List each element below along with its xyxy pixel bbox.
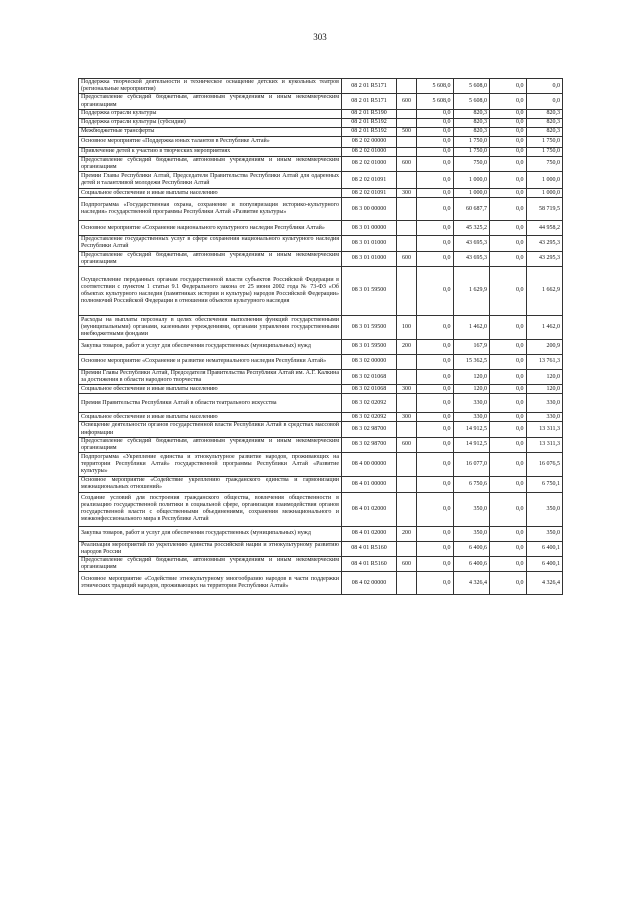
- table-row: [79, 477, 563, 492]
- row-amount-4: 820,3: [526, 109, 563, 118]
- row-amount-2: 120,0: [453, 385, 490, 394]
- table-row: [79, 127, 563, 136]
- row-amount-2: 820,3: [453, 109, 490, 118]
- row-amount-3: 0,0: [490, 492, 527, 526]
- row-expense-type: [397, 453, 417, 477]
- row-code: 08 2 02 00000: [342, 136, 397, 147]
- row-expense-type: [397, 236, 417, 251]
- table-row: [79, 316, 563, 340]
- row-expense-type: [397, 118, 417, 127]
- row-expense-type: 600: [397, 156, 417, 171]
- row-code: 08 3 01 01000: [342, 251, 397, 266]
- row-code: 08 4 01 R5160: [342, 557, 397, 572]
- row-expense-type: [397, 492, 417, 526]
- row-amount-3: 0,0: [490, 557, 527, 572]
- table-row: [79, 355, 563, 370]
- row-amount-4: 1 000,0: [526, 189, 563, 198]
- row-amount-2: 45 325,2: [453, 221, 490, 236]
- row-amount-4: 13 311,3: [526, 437, 563, 452]
- row-name: Предоставление субсидий бюджетным, автономным учреждениям и иным некоммерческим организациям: [79, 437, 342, 452]
- row-amount-3: 0,0: [490, 453, 527, 477]
- row-amount-2: 14 912,5: [453, 437, 490, 452]
- row-amount-2: 43 695,3: [453, 251, 490, 266]
- row-name: Основное мероприятие «Поддержка юных талантов в Республике Алтай»: [79, 136, 342, 147]
- row-amount-4: 6 400,1: [526, 541, 563, 556]
- row-code: 08 2 01 R5171: [342, 94, 397, 109]
- table-row: [79, 557, 563, 572]
- row-amount-1: 0,0: [417, 236, 454, 251]
- row-amount-2: 167,9: [453, 340, 490, 355]
- row-amount-3: 0,0: [490, 437, 527, 452]
- row-amount-1: 0,0: [417, 109, 454, 118]
- row-name: Подпрограмма «Государственная охрана, сохранение и популяризация историко-культурного наследия» государственной программы Республики Алтай «Развитие культуры»: [79, 198, 342, 221]
- row-code: 08 3 02 02092: [342, 394, 397, 413]
- row-code: 08 3 01 59500: [342, 340, 397, 355]
- table-row: [79, 492, 563, 526]
- row-amount-4: 6 750,1: [526, 477, 563, 492]
- row-amount-3: 0,0: [490, 422, 527, 437]
- row-amount-1: 0,0: [417, 572, 454, 595]
- row-amount-4: 200,9: [526, 340, 563, 355]
- row-code: 08 3 02 02092: [342, 413, 397, 422]
- row-amount-1: 0,0: [417, 422, 454, 437]
- table-row: [79, 267, 563, 316]
- row-amount-1: 5 608,0: [417, 94, 454, 109]
- row-code: 08 3 02 98700: [342, 422, 397, 437]
- row-amount-2: 1 000,0: [453, 189, 490, 198]
- row-amount-3: 0,0: [490, 477, 527, 492]
- row-name: Осуществление переданных органам государственной власти субъектов Российской Федерации в соответствии с пунктом 1 статьи 9.1 Федерального закона от 25 июня 2002 года № 73-ФЗ «Об объектах культурного наследия (памятниках истории и культуры) народов Российской Федерации» полномочий Российской Федерации в отношении объектов культурного наследия: [79, 267, 342, 316]
- row-amount-1: 0,0: [417, 413, 454, 422]
- row-expense-type: 500: [397, 127, 417, 136]
- row-code: 08 3 01 01000: [342, 236, 397, 251]
- row-amount-4: 120,0: [526, 370, 563, 385]
- row-amount-2: 5 608,0: [453, 79, 490, 94]
- row-name: Социальное обеспечение и иные выплаты населению: [79, 413, 342, 422]
- row-code: 08 3 02 01068: [342, 370, 397, 385]
- row-expense-type: 600: [397, 251, 417, 266]
- table-row: [79, 251, 563, 266]
- row-name: Поддержка отрасли культуры: [79, 109, 342, 118]
- row-amount-1: 0,0: [417, 156, 454, 171]
- row-amount-1: 0,0: [417, 316, 454, 340]
- row-code: 08 4 01 R5160: [342, 541, 397, 556]
- row-amount-4: 1 750,0: [526, 136, 563, 147]
- row-amount-2: 1 629,9: [453, 267, 490, 316]
- row-expense-type: [397, 541, 417, 556]
- row-amount-2: 16 077,0: [453, 453, 490, 477]
- row-amount-4: 1 462,0: [526, 316, 563, 340]
- row-amount-3: 0,0: [490, 127, 527, 136]
- row-expense-type: [397, 221, 417, 236]
- row-amount-2: 820,3: [453, 127, 490, 136]
- row-amount-4: 350,0: [526, 492, 563, 526]
- row-amount-3: 0,0: [490, 221, 527, 236]
- row-amount-4: 330,0: [526, 394, 563, 413]
- row-name: Реализация мероприятий по укреплению единства российской нации и этнокультурному развитию народов России: [79, 541, 342, 556]
- row-code: 08 3 02 00000: [342, 355, 397, 370]
- row-expense-type: [397, 198, 417, 221]
- row-amount-4: 13 311,3: [526, 422, 563, 437]
- row-amount-2: 120,0: [453, 370, 490, 385]
- table-row: [79, 198, 563, 221]
- page-number: 303: [313, 32, 327, 42]
- row-amount-1: 0,0: [417, 541, 454, 556]
- row-amount-2: 6 750,6: [453, 477, 490, 492]
- row-amount-3: 0,0: [490, 118, 527, 127]
- table-row: [79, 189, 563, 198]
- row-expense-type: 600: [397, 557, 417, 572]
- row-amount-3: 0,0: [490, 94, 527, 109]
- row-amount-2: 14 912,5: [453, 422, 490, 437]
- row-name: Предоставление субсидий бюджетным, автономным учреждениям и иным некоммерческим организациям: [79, 251, 342, 266]
- row-expense-type: 600: [397, 94, 417, 109]
- row-expense-type: [397, 572, 417, 595]
- row-amount-1: 0,0: [417, 394, 454, 413]
- row-code: 08 2 02 01000: [342, 156, 397, 171]
- row-name: Межбюджетные трансферты: [79, 127, 342, 136]
- row-name: Основное мероприятие «Сохранение национального культурного наследия Республики Алтай»: [79, 221, 342, 236]
- row-amount-2: 350,0: [453, 526, 490, 541]
- row-name: Предоставление субсидий бюджетным, автономным учреждениям и иным некоммерческим организациям: [79, 156, 342, 171]
- row-amount-1: 0,0: [417, 127, 454, 136]
- row-expense-type: [397, 422, 417, 437]
- row-expense-type: 200: [397, 526, 417, 541]
- row-amount-2: 60 687,7: [453, 198, 490, 221]
- row-amount-1: 0,0: [417, 198, 454, 221]
- budget-table-body: [79, 79, 563, 595]
- row-amount-3: 0,0: [490, 189, 527, 198]
- row-expense-type: 100: [397, 316, 417, 340]
- row-amount-3: 0,0: [490, 316, 527, 340]
- row-amount-3: 0,0: [490, 251, 527, 266]
- row-name: Закупка товаров, работ и услуг для обеспечения государственных (муниципальных) нужд: [79, 526, 342, 541]
- table-row: [79, 394, 563, 413]
- row-amount-3: 0,0: [490, 385, 527, 394]
- table-row: [79, 422, 563, 437]
- row-code: 08 3 01 59500: [342, 267, 397, 316]
- row-amount-3: 0,0: [490, 267, 527, 316]
- row-amount-2: 1 462,0: [453, 316, 490, 340]
- row-amount-3: 0,0: [490, 79, 527, 94]
- row-amount-4: 13 761,3: [526, 355, 563, 370]
- row-amount-3: 0,0: [490, 136, 527, 147]
- row-expense-type: [397, 109, 417, 118]
- row-amount-1: 0,0: [417, 437, 454, 452]
- row-amount-3: 0,0: [490, 147, 527, 156]
- row-amount-4: 820,3: [526, 127, 563, 136]
- row-amount-4: 6 400,1: [526, 557, 563, 572]
- row-name: Закупка товаров, работ и услуг для обеспечения государственных (муниципальных) нужд: [79, 340, 342, 355]
- row-code: 08 4 02 00000: [342, 572, 397, 595]
- row-amount-2: 1 750,0: [453, 147, 490, 156]
- row-amount-1: 0,0: [417, 172, 454, 189]
- row-amount-4: 820,3: [526, 118, 563, 127]
- table-row: [79, 370, 563, 385]
- row-code: 08 2 02 01091: [342, 172, 397, 189]
- row-amount-1: 0,0: [417, 189, 454, 198]
- row-code: 08 2 01 R5192: [342, 127, 397, 136]
- row-name: Предоставление субсидий бюджетным, автономным учреждениям и иным некоммерческим организациям: [79, 94, 342, 109]
- table-row: [79, 453, 563, 477]
- row-code: 08 2 02 01091: [342, 189, 397, 198]
- row-amount-4: 750,0: [526, 156, 563, 171]
- row-code: 08 3 01 59500: [342, 316, 397, 340]
- table-row: [79, 526, 563, 541]
- row-amount-1: 0,0: [417, 385, 454, 394]
- table-row: [79, 109, 563, 118]
- row-name: Основное мероприятие «Сохранение и развитие нематериального наследия Республики Алтай»: [79, 355, 342, 370]
- row-code: 08 4 01 02000: [342, 492, 397, 526]
- row-amount-2: 350,0: [453, 492, 490, 526]
- row-amount-1: 0,0: [417, 492, 454, 526]
- row-amount-3: 0,0: [490, 541, 527, 556]
- table-row: [79, 340, 563, 355]
- row-amount-1: 0,0: [417, 147, 454, 156]
- row-name: Создание условий для построения гражданского общества, вовлечения общественности в реализацию государственной политики в социальной сфере, организация взаимодействия органов государственной власти с общественными объединениями, сохранения межнационального и межконфессионального мира в Республике Алтай: [79, 492, 342, 526]
- budget-table: [78, 78, 563, 595]
- row-amount-2: 750,0: [453, 156, 490, 171]
- table-row: [79, 156, 563, 171]
- row-expense-type: [397, 394, 417, 413]
- row-amount-4: 1 750,0: [526, 147, 563, 156]
- row-name: Подпрограмма «Укрепление единства и этнокультурное развитие народов, проживающих на территории Республики Алтай» государственной программы Республики Алтай «Развитие культуры»: [79, 453, 342, 477]
- row-code: 08 2 01 R5192: [342, 118, 397, 127]
- row-code: 08 2 01 R5171: [342, 79, 397, 94]
- row-amount-2: 330,0: [453, 394, 490, 413]
- row-amount-4: 43 295,3: [526, 251, 563, 266]
- table-row: [79, 572, 563, 595]
- row-expense-type: 300: [397, 413, 417, 422]
- row-amount-3: 0,0: [490, 394, 527, 413]
- table-row: [79, 172, 563, 189]
- row-name: Предоставление государственных услуг в сфере сохранения национального культурного наследия Республики Алтай: [79, 236, 342, 251]
- row-amount-4: 43 295,3: [526, 236, 563, 251]
- row-amount-3: 0,0: [490, 172, 527, 189]
- row-amount-3: 0,0: [490, 572, 527, 595]
- table-row: [79, 136, 563, 147]
- row-amount-4: 4 326,4: [526, 572, 563, 595]
- row-amount-3: 0,0: [490, 340, 527, 355]
- row-amount-1: 0,0: [417, 526, 454, 541]
- row-amount-1: 0,0: [417, 136, 454, 147]
- table-row: [79, 413, 563, 422]
- row-amount-4: 58 719,5: [526, 198, 563, 221]
- row-amount-3: 0,0: [490, 526, 527, 541]
- row-amount-2: 15 362,5: [453, 355, 490, 370]
- row-expense-type: [397, 267, 417, 316]
- row-name: Предоставление субсидий бюджетным, автономным учреждениям и иным некоммерческим организациям: [79, 557, 342, 572]
- row-amount-3: 0,0: [490, 109, 527, 118]
- row-amount-4: 330,0: [526, 413, 563, 422]
- row-code: 08 3 00 00000: [342, 198, 397, 221]
- row-amount-2: 330,0: [453, 413, 490, 422]
- row-amount-3: 0,0: [490, 156, 527, 171]
- row-amount-2: 6 400,6: [453, 557, 490, 572]
- row-amount-1: 0,0: [417, 355, 454, 370]
- row-expense-type: 300: [397, 189, 417, 198]
- row-amount-1: 0,0: [417, 477, 454, 492]
- row-amount-2: 5 608,0: [453, 94, 490, 109]
- row-amount-2: 1 000,0: [453, 172, 490, 189]
- table-row: [79, 221, 563, 236]
- row-expense-type: 600: [397, 437, 417, 452]
- row-code: 08 4 00 00000: [342, 453, 397, 477]
- row-name: Поддержка творческой деятельности и техническое оснащение детских и кукольных театров (региональные мероприятия): [79, 79, 342, 94]
- row-code: 08 4 01 00000: [342, 477, 397, 492]
- table-row: [79, 437, 563, 452]
- table-row: [79, 118, 563, 127]
- row-amount-2: 43 695,3: [453, 236, 490, 251]
- row-amount-1: 0,0: [417, 557, 454, 572]
- row-amount-2: 1 750,0: [453, 136, 490, 147]
- row-amount-1: 0,0: [417, 267, 454, 316]
- row-amount-3: 0,0: [490, 198, 527, 221]
- row-amount-1: 0,0: [417, 221, 454, 236]
- row-amount-1: 0,0: [417, 370, 454, 385]
- row-amount-2: 820,3: [453, 118, 490, 127]
- row-amount-1: 0,0: [417, 251, 454, 266]
- row-code: 08 2 01 R5190: [342, 109, 397, 118]
- row-expense-type: [397, 172, 417, 189]
- table-row: [79, 79, 563, 94]
- row-expense-type: [397, 136, 417, 147]
- row-code: 08 3 02 98700: [342, 437, 397, 452]
- row-name: Привлечение детей к участию в творческих мероприятиях: [79, 147, 342, 156]
- row-amount-1: 0,0: [417, 453, 454, 477]
- row-amount-4: 0,0: [526, 79, 563, 94]
- table-row: [79, 541, 563, 556]
- row-name: Расходы на выплаты персоналу в целях обеспечения выполнения функций государственными (муниципальными) органами, казенными учреждениями, органами управления государственными внебюджетными фондами: [79, 316, 342, 340]
- row-amount-3: 0,0: [490, 370, 527, 385]
- table-row: [79, 236, 563, 251]
- row-amount-2: 6 400,6: [453, 541, 490, 556]
- row-amount-4: 1 000,0: [526, 172, 563, 189]
- row-expense-type: [397, 147, 417, 156]
- row-code: 08 2 02 01000: [342, 147, 397, 156]
- row-name: Поддержка отрасли культуры (субсидии): [79, 118, 342, 127]
- row-amount-4: 16 076,5: [526, 453, 563, 477]
- row-code: 08 4 01 02000: [342, 526, 397, 541]
- row-amount-1: 0,0: [417, 118, 454, 127]
- row-expense-type: 300: [397, 385, 417, 394]
- table-row: [79, 385, 563, 394]
- row-name: Социальное обеспечение и иные выплаты населению: [79, 189, 342, 198]
- row-name: Премии Главы Республики Алтай, Председателя Правительства Республики Алтай им. А.Г. Калкина за достижения в области народного творчества: [79, 370, 342, 385]
- row-name: Социальное обеспечение и иные выплаты населению: [79, 385, 342, 394]
- row-amount-4: 1 662,9: [526, 267, 563, 316]
- row-expense-type: 200: [397, 340, 417, 355]
- row-expense-type: [397, 355, 417, 370]
- row-code: 08 3 02 01068: [342, 385, 397, 394]
- row-amount-4: 350,0: [526, 526, 563, 541]
- row-expense-type: [397, 477, 417, 492]
- table-row: [79, 147, 563, 156]
- row-name: Основное мероприятие «Содействие этнокультурному многообразию народов в части поддержки этнических традиций народов, проживающих на территории Республики Алтай»: [79, 572, 342, 595]
- row-amount-3: 0,0: [490, 355, 527, 370]
- row-expense-type: [397, 370, 417, 385]
- row-amount-3: 0,0: [490, 236, 527, 251]
- row-amount-4: 120,0: [526, 385, 563, 394]
- row-amount-3: 0,0: [490, 413, 527, 422]
- row-amount-1: 5 608,0: [417, 79, 454, 94]
- row-amount-4: 0,0: [526, 94, 563, 109]
- row-name: Освещение деятельности органов государственной власти Республики Алтай в средствах массовой информации: [79, 422, 342, 437]
- row-expense-type: [397, 79, 417, 94]
- row-name: Премии Главы Республики Алтай, Председателя Правительства Республики Алтай для одаренных детей и талантливой молодежи Республики Алтай: [79, 172, 342, 189]
- table-row: [79, 94, 563, 109]
- row-amount-2: 4 326,4: [453, 572, 490, 595]
- row-name: Премия Правительства Республики Алтай в области театрального искусства: [79, 394, 342, 413]
- row-code: 08 3 01 00000: [342, 221, 397, 236]
- row-amount-1: 0,0: [417, 340, 454, 355]
- row-name: Основное мероприятие «Содействие укреплению гражданского единства и гармонизации межнациональных отношений»: [79, 477, 342, 492]
- row-amount-4: 44 958,2: [526, 221, 563, 236]
